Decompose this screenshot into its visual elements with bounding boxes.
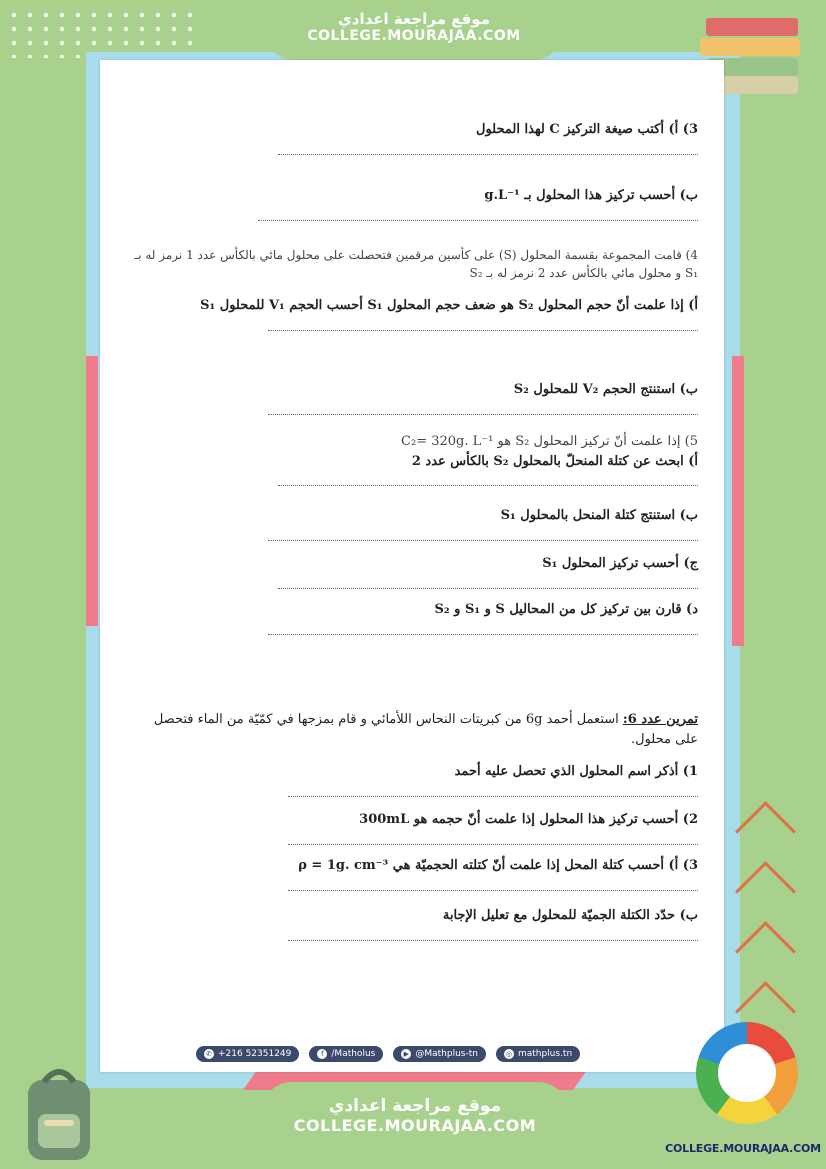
social-label: mathplus.tn — [517, 1049, 573, 1059]
social-youtube[interactable] — [393, 1046, 486, 1062]
social-web[interactable] — [496, 1046, 580, 1062]
exercise-6-q1: 1) أذكر اسم المحلول الذي تحصل عليه أحمد — [454, 764, 698, 779]
facebook-icon: f — [317, 1049, 327, 1059]
chevron-up-icon — [735, 861, 796, 922]
exercise-6-q3a: 3) أ) أحسب كتلة المحل إذا علمت أنّ كتلته الحجميّة هي ρ = 1g. cm⁻³ — [298, 858, 698, 873]
question-4-intro: 4) قامت المجموعة بقسمة المحلول (S) على كأسين مرقمين فتحصلت على محلول مائي بالكأس عدد 1 نرمز له بـ S₁ و محلول مائي بالكأس عدد 2 نرمز له بـ S₂ — [134, 248, 698, 280]
brand-url[interactable]: COLLEGE.MOURAJAA.COM — [665, 1142, 821, 1155]
worksheet-page — [100, 60, 724, 1072]
decorative-chevrons — [734, 790, 820, 1050]
answer-line[interactable] — [268, 540, 698, 541]
question-5-intro: 5) إذا علمت أنّ تركيز المحلول S₂ هو C₂= 320g. L⁻¹ — [401, 434, 698, 449]
banner-title-ar: موقع مراجعة اعدادي — [338, 10, 490, 28]
exercise-6-q3b: ب) حدّد الكتلة الجميّة للمحلول مع تعليل الإجابة — [442, 908, 698, 923]
backpack-icon — [14, 1060, 104, 1164]
social-links — [196, 1046, 580, 1062]
decorative-dots — [6, 8, 196, 58]
banner-url: COLLEGE.MOURAJAA.COM — [307, 28, 521, 44]
answer-line[interactable] — [268, 634, 698, 635]
exercise-6-intro — [130, 710, 698, 749]
social-facebook[interactable] — [309, 1046, 383, 1062]
answer-line[interactable] — [288, 890, 698, 891]
social-label: @Mathplus-tn — [415, 1049, 478, 1059]
question-5b: ب) استنتج كتلة المنحل بالمحلول S₁ — [500, 508, 698, 523]
question-5a: أ) ابحث عن كتلة المنحلّ بالمحلول S₂ بالكأس عدد 2 — [411, 453, 698, 469]
social-label: +216 52351249 — [218, 1049, 292, 1059]
chevron-up-icon — [735, 801, 796, 862]
answer-line[interactable] — [268, 414, 698, 415]
exercise-6-title: تمرين عدد 6: — [622, 712, 698, 727]
bottom-banner[interactable] — [262, 1082, 568, 1152]
answer-line[interactable] — [278, 588, 698, 589]
answer-line[interactable] — [258, 220, 698, 221]
social-label: /Matholus — [331, 1049, 376, 1059]
exercise-6-q2: 2) أحسب تركيز هذا المحلول إذا علمت أنّ حجمه هو 300mL — [359, 812, 698, 827]
question-4b: ب) استنتج الحجم V₂ للمحلول S₂ — [513, 382, 698, 397]
banner-url: COLLEGE.MOURAJAA.COM — [293, 1116, 537, 1135]
background-stripe-pink-left — [86, 356, 98, 626]
answer-line[interactable] — [288, 796, 698, 797]
web-icon: ◎ — [505, 1050, 512, 1058]
answer-line[interactable] — [268, 330, 698, 331]
exercise-6-text: استعمل أحمد 6g من كبريتات النحاس اللأمائي و قام بمزجها في كمّيّة من الماء فتحصل على محلول. — [153, 712, 698, 747]
answer-line[interactable] — [278, 485, 698, 486]
answer-line[interactable] — [288, 940, 698, 941]
answer-line[interactable] — [278, 154, 698, 155]
question-5d: د) قارن بين تركيز كل من المحاليل S و S₁ و S₂ — [434, 602, 698, 617]
whatsapp-icon: ✆ — [204, 1049, 214, 1059]
chevron-up-icon — [735, 921, 796, 982]
question-4a: أ) إذا علمت أنّ حجم المحلول S₂ هو ضعف حجم المحلول S₁ أحسب الحجم V₁ للمحلول S₁ — [200, 298, 698, 313]
top-banner[interactable] — [266, 4, 562, 60]
youtube-icon: ▶ — [401, 1049, 411, 1059]
question-3b: ب) أحسب تركيز هذا المحلول بـ g.L⁻¹ — [484, 188, 698, 203]
banner-title-ar: موقع مراجعة اعدادي — [328, 1096, 502, 1116]
background-stripe-pink — [732, 356, 744, 646]
question-3a: 3) أ) أكتب صيغة التركيز C لهذا المحلول — [476, 122, 698, 137]
subjects-wheel-logo — [696, 1022, 798, 1124]
answer-line[interactable] — [288, 844, 698, 845]
question-5c: ج) أحسب تركيز المحلول S₁ — [542, 556, 698, 571]
social-whatsapp[interactable] — [196, 1046, 299, 1062]
